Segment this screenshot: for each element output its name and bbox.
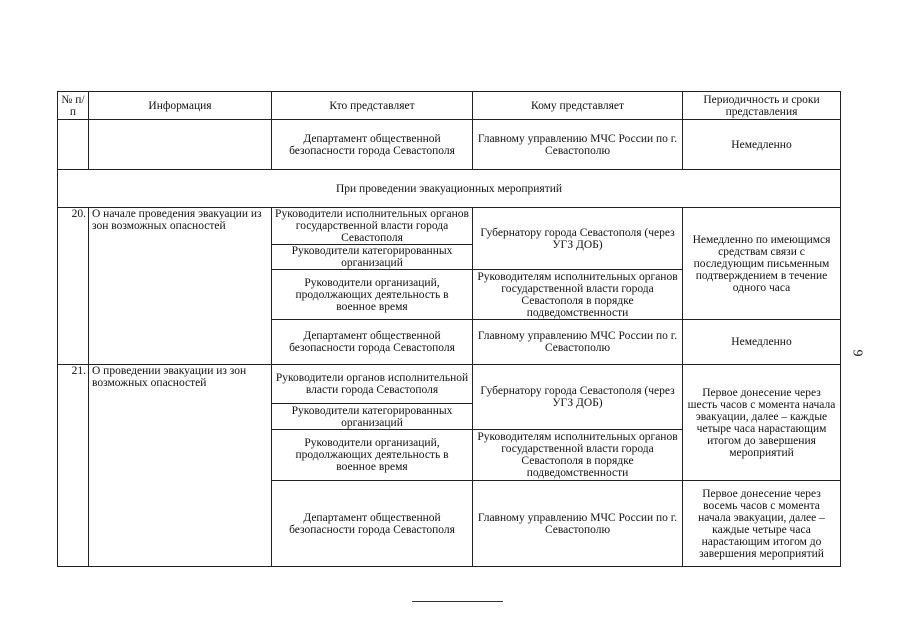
whom-cell: Руководителям исполнительных органов государственной власти города Севастополя в порядке подведомственности [473,430,683,481]
info-cell: О начале проведения эвакуации из зон возможных опасностей [89,208,272,365]
period-cell: Немедленно [683,120,841,170]
who-cell: Руководители исполнительных органов государственной власти города Севастополя [272,208,473,245]
whom-cell: Главному управлению МЧС России по г. Севастополю [473,120,683,170]
who-cell: Руководители категорированных организаций [272,404,473,430]
who-cell: Руководители органов исполнительной власти города Севастополя [272,365,473,404]
who-cell: Руководители организаций, продолжающих деятельность в военное время [272,270,473,320]
period-cell: Немедленно [683,320,841,365]
whom-cell: Главному управлению МЧС России по г. Севастополю [473,481,683,567]
section-row [58,170,841,208]
table-row [58,208,841,245]
whom-cell: Руководителям исполнительных органов государственной власти города Севастополя в порядке подведомственности [473,270,683,320]
who-cell: Руководители категорированных организаций [272,245,473,270]
header-whom: Кому представляет [473,92,683,120]
table-row [58,365,841,404]
footer-divider [412,601,503,602]
info-cell: О проведении эвакуации из зон возможных опасностей [89,365,272,567]
table-row [58,120,841,170]
header-row [58,92,841,120]
row-number: 21. [58,365,89,567]
who-cell: Руководители организаций, продолжающих деятельность в военное время [272,430,473,481]
whom-cell: Губернатору города Севастополя (через УГЗ ДОБ) [473,208,683,270]
header-period: Периодичность и сроки представления [683,92,841,120]
whom-cell: Губернатору города Севастополя (через УГЗ ДОБ) [473,365,683,430]
period-cell: Немедленно по имеющимся средствам связи с последующим письменным подтверждением в течение одного часа [683,208,841,320]
header-who: Кто представляет [272,92,473,120]
section-title: При проведении эвакуационных мероприятий [58,170,841,208]
row-number: 20. [58,208,89,365]
period-cell: Первое донесение через шесть часов с момента начала эвакуации, далее – каждые четыре часа нарастающим итогом до завершения мероприятий [683,365,841,481]
period-cell: Первое донесение через восемь часов с момента начала эвакуации, далее – каждые четыре часа нарастающим итогом до завершения мероприятий [683,481,841,567]
who-cell: Департамент общественной безопасности города Севастополя [272,120,473,170]
page-number: 9 [849,349,865,357]
reporting-table [57,91,841,567]
who-cell: Департамент общественной безопасности города Севастополя [272,481,473,567]
header-num: № п/п [58,92,89,120]
header-info: Информация [89,92,272,120]
who-cell: Департамент общественной безопасности города Севастополя [272,320,473,365]
whom-cell: Главному управлению МЧС России по г. Севастополю [473,320,683,365]
